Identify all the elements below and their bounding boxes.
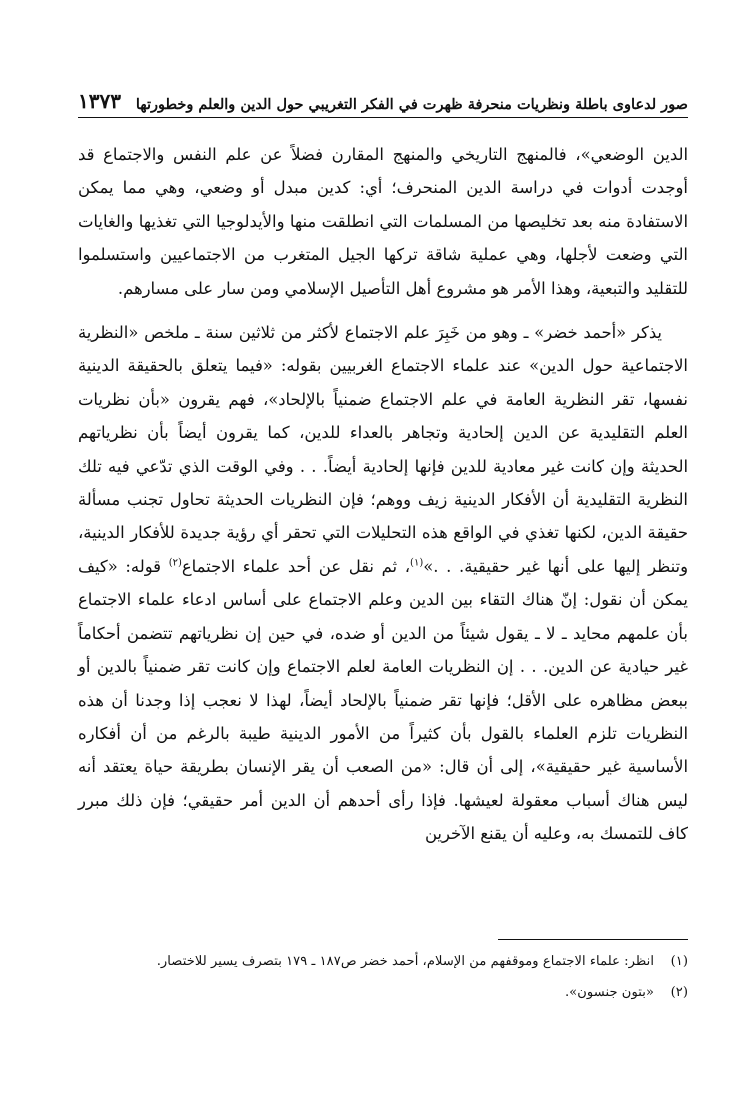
paragraph-1: الدين الوضعي»، فالمنهج التاريخي والمنهج المقارن فضلاً عن علم النفس والاجتماع قد أوجدت أدوات في دراسة الدين المنحرف؛ أي: كدين مبدل أو وضعي، وهي مما يمكن الاستفادة منه بعد تخليصها من المسلمات التي انطلقت منها والأيدلوجيا التي تغذيها والغايات التي وضعت لأجلها، وهي عملية شاقة تركها الجيل المتغرب من الاجتماعيين واستسلموا للتقليد والتبعية، وهذا الأمر هو مشروع أهل التأصيل الإسلامي ومن سار على مسارهم. [78, 145, 688, 298]
paragraph-2-part-c: قوله: «كيف يمكن أن نقول: إنّ هناك التقاء بين الدين وعلم الاجتماع على أساس ادعاء علماء الاجتماع بأن علمهم محايد ـ لا ـ يقول شيئاً من الدين أو ضده، في حين إن نظرياتهم تتضمن أحكاماً غير حيادية عن الدين. . . إن النظريات العامة لعلم الاجتماع وإن كانت تقر ضمنياً بالدين أو ببعض مظاهره على الأقل؛ فإنها تقر ضمنياً بالإلحاد أيضاً، لهذا لا نعجب إذا وجدنا أن هذه النظريات تلزم العلماء بالقول بأن كثيراً من الأمور الدينية طيبة بالرغم من أن أفكاره الأساسية غير حقيقية»، إلى أن قال: «من الصعب أن يقر الإنسان بطريقة حياة يعتقد أنه ليس هناك أسباب معقولة لعيشها. فإذا رأى أحدهم أن الدين أمر حقيقي؛ فإن ذلك مبرر كاف للتمسك به، وعليه أن يقنع الآخرين [78, 556, 688, 844]
footnote-number: (١) [670, 954, 688, 969]
footnote-ref-1: (١) [410, 557, 424, 569]
page-number: ١٣٧٣ [78, 89, 121, 113]
page-header [78, 82, 688, 118]
footnote-ref-2: (٢) [168, 557, 182, 569]
running-header-title: صور لدعاوى باطلة ونظريات منحرفة ظهرت في الفكر التغريبي حول الدين والعلم وخطورتها [135, 96, 688, 113]
paragraph-2-part-a: يذكر «أحمد خضر» ـ وهو من خَبِرَ علم الاجتماع لأكثر من ثلاثين سنة ـ ملخص «النظرية الاجتماعية حول الدين» عند علماء الاجتماع الغربيين بقوله: «فيما يتعلق بالحقيقة الدينية نفسها، تقر النظرية العامة في علم الاجتماع ضمنياً بالإلحاد»، فهم يقرون «بأن نظريات العلم التقليدية عن الدين إلحادية وتجاهر بالعداء للدين، كما يقرون أيضاً بأن نظرياتهم الحديثة وإن كانت غير معادية للدين فإنها إلحادية أيضاً. . . وفي الوقت الذي تدّعي فيه تلك النظرية التقليدية أن الأفكار الدينية زيف ووهم؛ فإن النظريات الحديثة تحاول تجنب مسألة حقيقة الدين، لكنها تغذي في الواقع هذه التحليلات التي تحقر أي رؤية جديدة للأفكار الدينية، وتنظر إليها على أنها غير حقيقية. . .» [78, 323, 688, 576]
footnote-2 [78, 979, 688, 1006]
footnote-number: (٢) [670, 985, 688, 1000]
footnote-1 [78, 948, 688, 975]
footnote-text: «بتون جنسون». [564, 985, 654, 1000]
footnotes [78, 948, 688, 1006]
main-text [78, 138, 688, 851]
footnote-separator [498, 939, 688, 940]
footnote-text: انظر: علماء الاجتماع وموقفهم من الإسلام، أحمد خضر ص١٨٧ ـ ١٧٩ بتصرف يسير للاختصار. [156, 954, 654, 969]
paragraph-2 [78, 316, 688, 851]
paragraph-2-part-b: ، ثم نقل عن أحد علماء الاجتماع [181, 556, 411, 576]
